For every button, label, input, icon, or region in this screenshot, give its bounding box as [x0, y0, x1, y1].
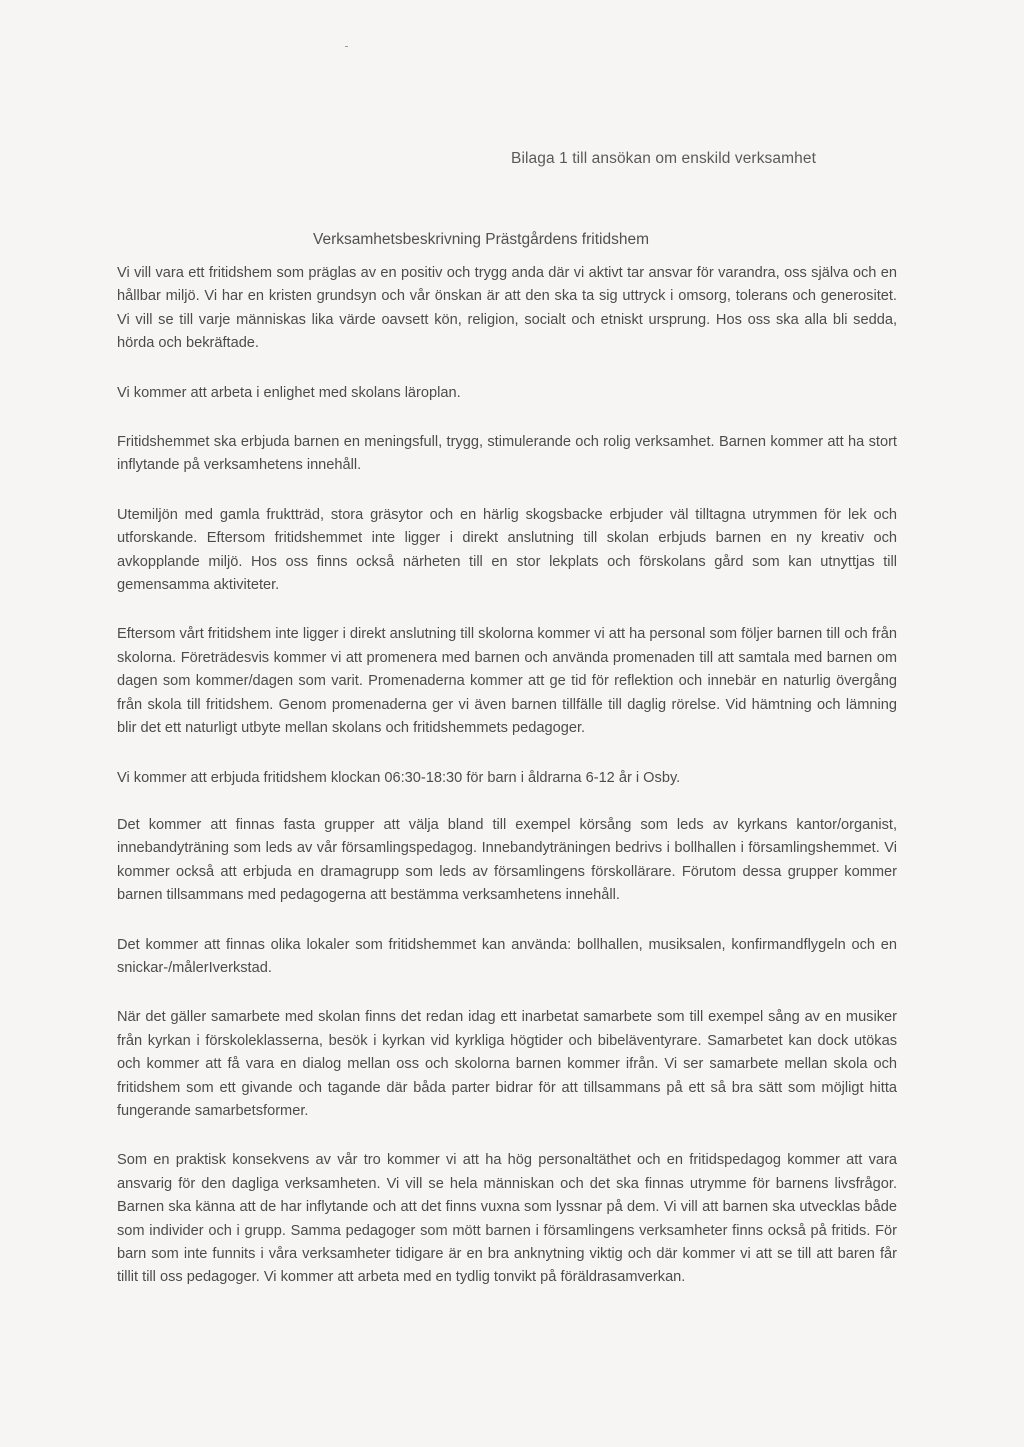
document-title: Verksamhetsbeskrivning Prästgårdens fritidshem: [313, 231, 649, 248]
paragraph-values: Vi vill vara ett fritidshem som präglas av en positiv och trygg anda där vi aktivt tar ansvar för varandra, oss själva och en hållbar miljö. Vi har en kristen grundsyn och vår önskan är att den ska ta sig uttryck i omsorg, tolerans och generositet. Vi vill se till varje människas lika värde oavsett kön, religion, socialt och etniskt ursprung. Hos oss ska alla bli sedda, hörda och bekräftade.: [117, 265, 897, 352]
paragraph-groups: Det kommer att finnas fasta grupper att välja bland till exempel körsång som leds av kyrkans kantor/organist, innebandyträning som leds av vår församlingspedagog. Innebandyträningen bedrivs i bollhallen i församlingshemmet. Vi kommer också att erbjuda en dramagrupp som leds av församlingens förskollärare. Förutom dessa grupper kommer barnen tillsammans med pedagogerna att bestämma verksamhetens innehåll.: [117, 816, 897, 904]
scan-artifact: [345, 46, 348, 47]
attachment-note: Bilaga 1 till ansökan om enskild verksamhet: [511, 150, 816, 167]
paragraph-staffing: Som en praktisk konsekvens av vår tro kommer vi att ha hög personaltäthet och en fritidspedagog kommer att vara ansvarig för den dagliga verksamheten. Vi vill se hela människan och det ska finnas utrymme för barnens livsfrågor. Barnen ska känna att de har inflytande och att det finns vuxna som lyssnar på dem. Vi vill att barnen ska utvecklas både som individer och i grupp. Samma pedagoger som mött barnen i församlingens verksamheter finns också på fritids. För barn som inte funnits i våra verksamheter tidigare är en bra anknytning viktig och där kommer vi att se till att baren får tillit till oss pedagoger. Vi kommer att arbeta med en tydlig tonvikt på föräldrasamverkan.: [117, 1152, 897, 1286]
paragraph-opening-hours: Vi kommer att erbjuda fritidshem klockan 06:30-18:30 för barn i åldrarna 6-12 år i Osby.: [117, 769, 681, 786]
paragraph-walks: Eftersom vårt fritidshem inte ligger i direkt anslutning till skolorna kommer vi att ha personal som följer barnen till och från skolorna. Företrädesvis kommer vi att promenera med barnen och använda promenaden till att samtala med barnen om dagen som kommer/dagen som varit. Promenaderna kommer att ge tid för reflektion och innebär en naturlig övergång från skola till fritidshem. Genom promenaderna ger vi även barnen tillfälle till daglig rörelse. Vid hämtning och lämning blir det ett naturligt utbyte mellan skolans och fritidshemmets pedagoger.: [117, 626, 897, 737]
paragraph-premises: Det kommer att finnas olika lokaler som fritidshemmet kan använda: bollhallen, musiksalen, konfirmandflygeln och en snickar-/målerIverkstad.: [117, 936, 897, 976]
paragraph-activities: Fritidshemmet ska erbjuda barnen en meningsfull, trygg, stimulerande och rolig verksamhet. Barnen kommer att ha stort inflytande på verksamhetens innehåll.: [117, 434, 897, 474]
paragraph-curriculum: Vi kommer att arbeta i enlighet med skolans läroplan.: [117, 384, 461, 401]
paragraph-outdoor-environment: Utemiljön med gamla fruktträd, stora gräsytor och en härlig skogsbacke erbjuder väl tilltagna utrymmen för lek och utforskande. Eftersom fritidshemmet inte ligger i direkt anslutning till skolan erbjuds barnen en ny kreativ och avkopplande miljö. Hos oss finns också närheten till en stor lekplats och förskolans gård som kan utnyttjas till gemensamma aktiviteter.: [117, 506, 897, 594]
document-body: [117, 262, 897, 1316]
paragraph-school-cooperation: När det gäller samarbete med skolan finns det redan idag ett inarbetat samarbete som till exempel sång av en musiker från kyrkan i förskoleklasserna, besök i kyrkan vid kyrkliga högtider och bibeläventyrare. Samarbetet kan dock utökas och kommer att få vara en dialog mellan oss och skolorna barnen kommer ifrån. Vi ser samarbete mellan skola och fritidshem som ett givande och tagande där båda parter bidrar för att tillsammans på ett så bra sätt som möjligt hitta fungerande samarbetsformer.: [117, 1009, 897, 1119]
